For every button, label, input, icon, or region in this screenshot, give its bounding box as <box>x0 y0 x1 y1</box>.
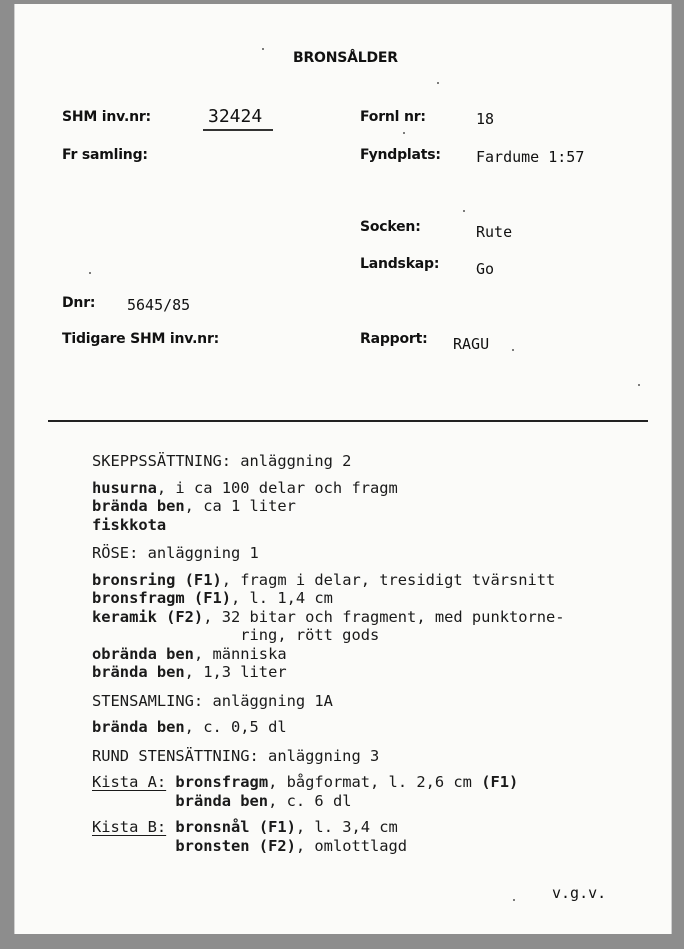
find-detail: , c. 6 dl <box>268 791 352 810</box>
scan-speck <box>262 48 264 50</box>
find-detail: , l. 3,4 cm <box>295 818 398 836</box>
scan-speck <box>638 384 640 386</box>
find-detail: , bågformat, l. 2,6 cm <box>268 773 482 791</box>
section <box>92 747 672 856</box>
find-line <box>92 792 672 811</box>
scan-speck <box>513 899 515 901</box>
section-heading: RÖSE: anläggning 1 <box>92 544 259 562</box>
divider-rule <box>48 420 648 422</box>
find-item: bronsring (F1) <box>92 570 222 589</box>
find-item: fiskkota <box>92 515 167 534</box>
tidigare-label: Tidigare SHM inv.nr: <box>62 331 220 347</box>
find-line <box>92 497 672 516</box>
dnr-value: 5645/85 <box>127 296 191 314</box>
find-item: bronsten (F2) <box>175 836 296 855</box>
find-item: obrända ben <box>92 644 194 663</box>
find-detail: , 32 bitar och fragment, med punktorne- <box>203 607 565 626</box>
fyndplats-label: Fyndplats: <box>360 147 441 163</box>
landskap-label: Landskap: <box>360 256 440 272</box>
find-detail: , l. 1,4 cm <box>231 589 333 607</box>
find-line <box>92 626 672 645</box>
scan-speck <box>437 82 439 84</box>
find-item: husurna <box>92 478 157 497</box>
find-item: (F1) <box>481 773 519 791</box>
rapport-value: RAGU <box>453 335 490 353</box>
find-line <box>92 818 672 837</box>
grave-label: Kista A: <box>92 773 167 791</box>
find-line <box>92 608 672 627</box>
find-detail: , människa <box>193 644 287 663</box>
socken-label: Socken: <box>360 219 421 235</box>
find-detail: , i ca 100 delar och fragm <box>156 478 398 497</box>
shm-inv-underline <box>203 129 273 131</box>
section <box>92 544 672 682</box>
find-line <box>92 571 672 590</box>
socken-value: Rute <box>476 223 513 241</box>
page-title: BRONSÅLDER <box>293 50 398 66</box>
section-heading: STENSAMLING: anläggning 1A <box>92 691 333 710</box>
scan-speck <box>89 272 91 274</box>
landskap-value: Go <box>476 260 495 278</box>
find-item: brända ben <box>175 791 269 810</box>
scan-speck <box>512 349 514 351</box>
find-item: bronsfragm (F1) <box>92 589 231 607</box>
find-detail: , omlottlagd <box>295 836 408 855</box>
section <box>92 452 672 534</box>
shm-inv-label: SHM inv.nr: <box>62 109 151 125</box>
find-line <box>92 645 672 664</box>
find-item: bronsnål (F1) <box>175 818 296 836</box>
find-line <box>92 516 672 535</box>
scan-speck <box>403 132 405 134</box>
find-detail <box>92 792 175 810</box>
fyndplats-value: Fardume 1:57 <box>476 148 585 166</box>
dnr-label: Dnr: <box>62 295 96 311</box>
section-heading: SKEPPSSÄTTNING: anläggning 2 <box>92 452 352 470</box>
rapport-label: Rapport: <box>360 331 428 347</box>
find-line <box>92 837 672 856</box>
find-line <box>92 718 672 737</box>
find-line <box>92 663 672 682</box>
find-detail <box>92 837 175 855</box>
find-item: bronsfragm <box>175 773 269 791</box>
continued-note: v.g.v. <box>552 884 607 902</box>
find-detail: , 1,3 liter <box>184 663 287 681</box>
section-heading: RUND STENSÄTTNING: anläggning 3 <box>92 746 380 765</box>
find-detail: , c. 0,5 dl <box>184 718 287 736</box>
find-line <box>92 479 672 498</box>
find-detail: , fragm i delar, tresidigt tvärsnitt <box>221 570 556 589</box>
fornl-value: 18 <box>476 110 495 128</box>
find-list <box>92 452 672 855</box>
shm-inv-value: 32424 <box>208 106 263 127</box>
grave-label: Kista B: <box>92 818 167 836</box>
scan-speck <box>463 210 465 212</box>
find-detail: ring, rött gods <box>92 626 380 644</box>
find-detail: , ca 1 liter <box>184 497 296 515</box>
find-item: brända ben <box>92 663 185 681</box>
find-item: keramik (F2) <box>92 607 204 626</box>
find-item: brända ben <box>92 497 185 515</box>
fr-samling-label: Fr samling: <box>62 147 148 163</box>
find-line <box>92 773 672 792</box>
find-item: brända ben <box>92 718 185 736</box>
find-line <box>92 589 672 608</box>
fornl-label: Fornl nr: <box>360 109 426 125</box>
section <box>92 692 672 737</box>
